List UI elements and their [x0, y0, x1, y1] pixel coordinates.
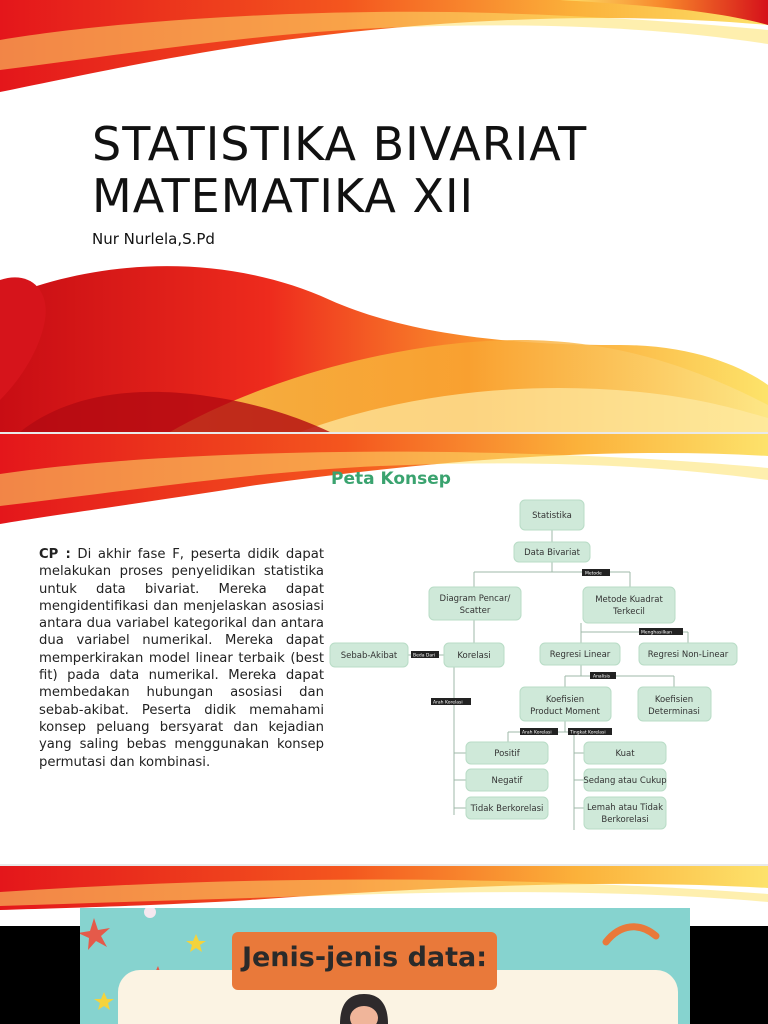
svg-text:Product Moment: Product Moment	[530, 707, 600, 717]
concept-map-title: Peta Konsep	[331, 469, 451, 489]
node-regresi-nonlinear	[639, 643, 737, 665]
node-lemah	[584, 797, 666, 829]
svg-text:Data Bivariat: Data Bivariat	[524, 548, 580, 558]
svg-text:Statistika: Statistika	[532, 511, 572, 521]
svg-text:Tingkat Korelasi: Tingkat Korelasi	[570, 730, 606, 736]
concept-map-diagram	[328, 460, 748, 840]
node-diagram-pencar	[429, 587, 521, 620]
node-positif	[466, 742, 548, 764]
title-line-1: STATISTIKA BIVARIAT	[92, 117, 588, 171]
svg-text:Terkecil: Terkecil	[613, 607, 645, 617]
edge-tag-arah	[431, 698, 471, 706]
cp-label: CP :	[39, 547, 71, 562]
svg-text:Analisis: Analisis	[593, 674, 611, 680]
svg-text:Korelasi: Korelasi	[457, 651, 491, 661]
svg-text:Negatif: Negatif	[491, 776, 523, 786]
svg-text:Sebab-Akibat: Sebab-Akibat	[340, 651, 398, 661]
node-statistika	[520, 500, 584, 530]
svg-text:Positif: Positif	[494, 749, 520, 759]
node-kuat	[584, 742, 666, 764]
node-regresi-linear	[540, 643, 620, 665]
node-tidak-berkorelasi	[466, 797, 548, 819]
node-sebab-akibat	[330, 643, 408, 667]
svg-text:Tidak Berkorelasi: Tidak Berkorelasi	[470, 804, 544, 814]
concept-map-slide[interactable]	[0, 434, 768, 864]
svg-text:Metode: Metode	[585, 571, 602, 577]
svg-text:Menghasilkan: Menghasilkan	[641, 630, 672, 636]
node-negatif	[466, 769, 548, 791]
svg-text:Scatter: Scatter	[459, 606, 491, 616]
svg-text:Determinasi: Determinasi	[648, 707, 700, 717]
edge-tag-metode	[582, 569, 610, 577]
node-koefisien-determinasi	[638, 687, 711, 721]
svg-text:Lemah atau Tidak: Lemah atau Tidak	[586, 803, 664, 813]
node-korelasi	[444, 643, 504, 667]
node-metode-kuadrat	[583, 587, 675, 623]
edge-tag-arah-2	[520, 728, 558, 736]
svg-text:Regresi Non-Linear: Regresi Non-Linear	[647, 650, 729, 660]
edge-tag-beda	[411, 651, 439, 659]
person-illustration	[334, 992, 394, 1024]
edge-tag-menghasilkan	[639, 628, 683, 636]
svg-text:Regresi Linear: Regresi Linear	[549, 650, 611, 660]
cp-body: Di akhir fase F, peserta didik dapat melakukan proses penyelidikan statistika untuk data bivariat. Mereka dapat mengidentifikasi dan menjelaskan asosiasi antara dua variabel kategorikal dan antara dua variabel numerikal. Mereka dapat memperkirakan model linear terbaik (best fit) pada data numerikal. Mereka dapat membedakan hubungan asosiasi dan sebab-akibat. Peserta didik memahami konsep peluang bersyarat dan kejadian yang saling bebas menggunakan konsep permutasi dan kombinasi.	[39, 547, 324, 770]
banner-title: Jenis-jenis data:	[241, 942, 488, 973]
title-slide[interactable]	[0, 0, 768, 432]
svg-text:Sedang atau Cukup: Sedang atau Cukup	[583, 776, 667, 786]
data-types-slide[interactable]	[0, 866, 768, 1024]
node-koefisien-product-moment	[520, 687, 611, 721]
edge-tag-tingkat	[568, 728, 612, 736]
node-data-bivariat	[514, 542, 590, 562]
presentation-title	[92, 118, 587, 222]
svg-text:Koefisien: Koefisien	[545, 695, 585, 705]
svg-text:Arah Korelasi: Arah Korelasi	[433, 700, 463, 706]
svg-text:Kuat: Kuat	[615, 749, 635, 759]
svg-text:Koefisien: Koefisien	[654, 695, 694, 705]
node-sedang	[583, 769, 666, 791]
embedded-slide-image	[80, 908, 690, 1024]
svg-text:Berkorelasi: Berkorelasi	[601, 815, 649, 825]
learning-outcome-text	[39, 546, 324, 771]
svg-text:Arah Korelasi: Arah Korelasi	[522, 730, 552, 736]
svg-text:Metode Kuadrat: Metode Kuadrat	[595, 595, 663, 605]
title-line-2: MATEMATIKA XII	[92, 169, 475, 223]
author-name: Nur Nurlela,S.Pd	[92, 230, 215, 248]
svg-text:Beda Dari: Beda Dari	[413, 653, 436, 659]
svg-text:Diagram Pencar/: Diagram Pencar/	[439, 594, 511, 604]
title-banner	[232, 932, 497, 990]
edge-tag-analisis	[590, 672, 616, 680]
